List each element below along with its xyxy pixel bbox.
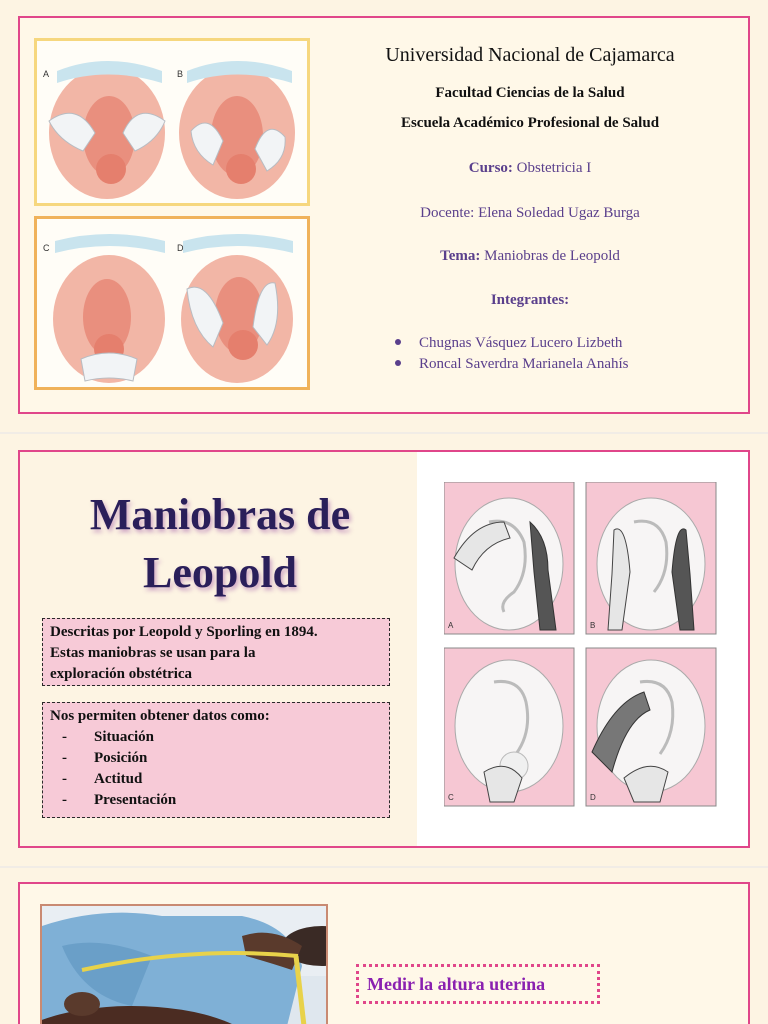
bullet-icon (395, 360, 401, 366)
topic-line (330, 248, 730, 265)
figure-letter-b: B (590, 621, 596, 630)
measuring-photo (40, 904, 328, 1024)
slide-uterine-frame (18, 882, 750, 1024)
figure-letter-a: A (43, 69, 50, 79)
figure-letter-d: D (590, 793, 596, 802)
university-name: Universidad Nacional de Cajamarca (385, 44, 675, 66)
topic-value: Maniobras de Leopold (480, 248, 620, 264)
member-item: Roncal Saverdra Marianela Anahís (395, 356, 629, 373)
intro-left-panel (20, 452, 417, 848)
member-item: Chugnas Vásquez Lucero Lizbeth (395, 335, 622, 352)
slide-cover (0, 0, 768, 432)
data-list-intro: Nos permiten obtener datos como: (50, 708, 270, 724)
topic-label: Tema: (440, 248, 481, 264)
faculty-name: Facultad Ciencias de la Salud (435, 85, 625, 101)
leopold-maneuvers-figure (444, 482, 718, 810)
measure-uterine-height-callout: Medir la altura uterina (356, 964, 600, 1004)
figure-letter-a: A (448, 621, 454, 630)
school-name: Escuela Académico Profesional de Salud (400, 115, 660, 131)
course-value: Obstetricia I (512, 160, 592, 176)
bullet-icon (395, 339, 401, 345)
figure-letter-c: C (448, 793, 454, 802)
description-box: Descritas por Leopold y Sporling en 1894. Estas maniobras se usan para la exploración obstétrica (42, 618, 390, 686)
slide-uterine-height (0, 868, 768, 1024)
list-item: - Presentación (62, 792, 177, 808)
list-item: - Posición (62, 750, 148, 766)
slide-title: Maniobras de Leopold (89, 490, 351, 597)
slide-intro-frame (18, 450, 750, 848)
course-line (330, 160, 730, 177)
slide-leopold-intro (0, 434, 768, 866)
figure-letter-c: C (43, 243, 50, 253)
list-item: - Situación (62, 729, 155, 745)
teacher-line: Docente: Elena Soledad Ugaz Burga (420, 205, 640, 221)
figure-letter-b: B (177, 69, 184, 79)
figure-letter-d: D (177, 243, 184, 253)
data-list-box (42, 702, 390, 818)
leopold-figure-top (34, 38, 310, 206)
leopold-figure-bottom (34, 216, 310, 390)
course-label: Curso: (468, 160, 513, 176)
list-item: - Actitud (62, 771, 143, 787)
members-label: Integrantes: (490, 292, 570, 308)
